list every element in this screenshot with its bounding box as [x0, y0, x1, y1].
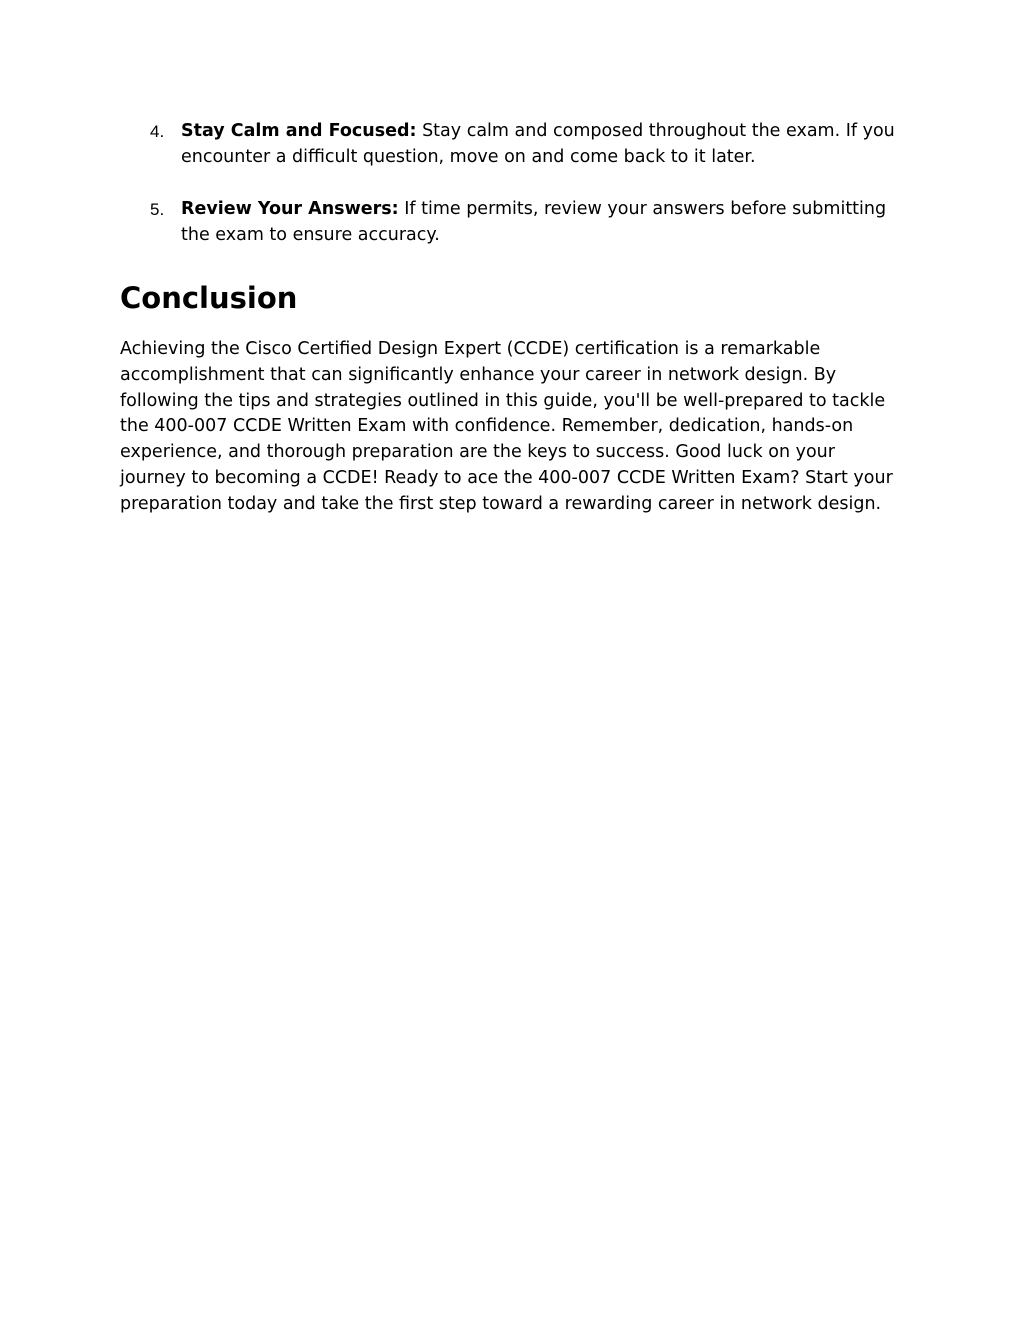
list-item-title: Review Your Answers:	[181, 199, 399, 219]
list-item	[120, 196, 910, 248]
list-item-text: If time permits, review your answers before submitting the exam to ensure accuracy.	[181, 199, 887, 245]
list-item	[120, 118, 910, 170]
list-item-text: Stay calm and composed throughout the exam. If you encounter a difficult question, move on and come back to it later.	[181, 121, 895, 167]
list-item-title: Stay Calm and Focused:	[181, 121, 417, 141]
tips-list	[120, 118, 910, 274]
conclusion-paragraph: Achieving the Cisco Certified Design Expert (CCDE) certification is a remarkable accomplishment that can significantly enhance your career in network design. By following the tips and strategies outlined in this guide, you'll be well-prepared to tackle the 400-007 CCDE Written Exam with confidence. Remember, dedication, hands-on experience, and thorough preparation are the keys to success. Good luck on your journey to becoming a CCDE! Ready to ace the 400-007 CCDE Written Exam? Start your preparation today and take the first step toward a rewarding career in network design.	[120, 339, 893, 514]
conclusion-heading: Conclusion	[120, 281, 298, 315]
list-item-number: 4.	[150, 122, 165, 141]
list-item-number: 5.	[150, 200, 165, 219]
